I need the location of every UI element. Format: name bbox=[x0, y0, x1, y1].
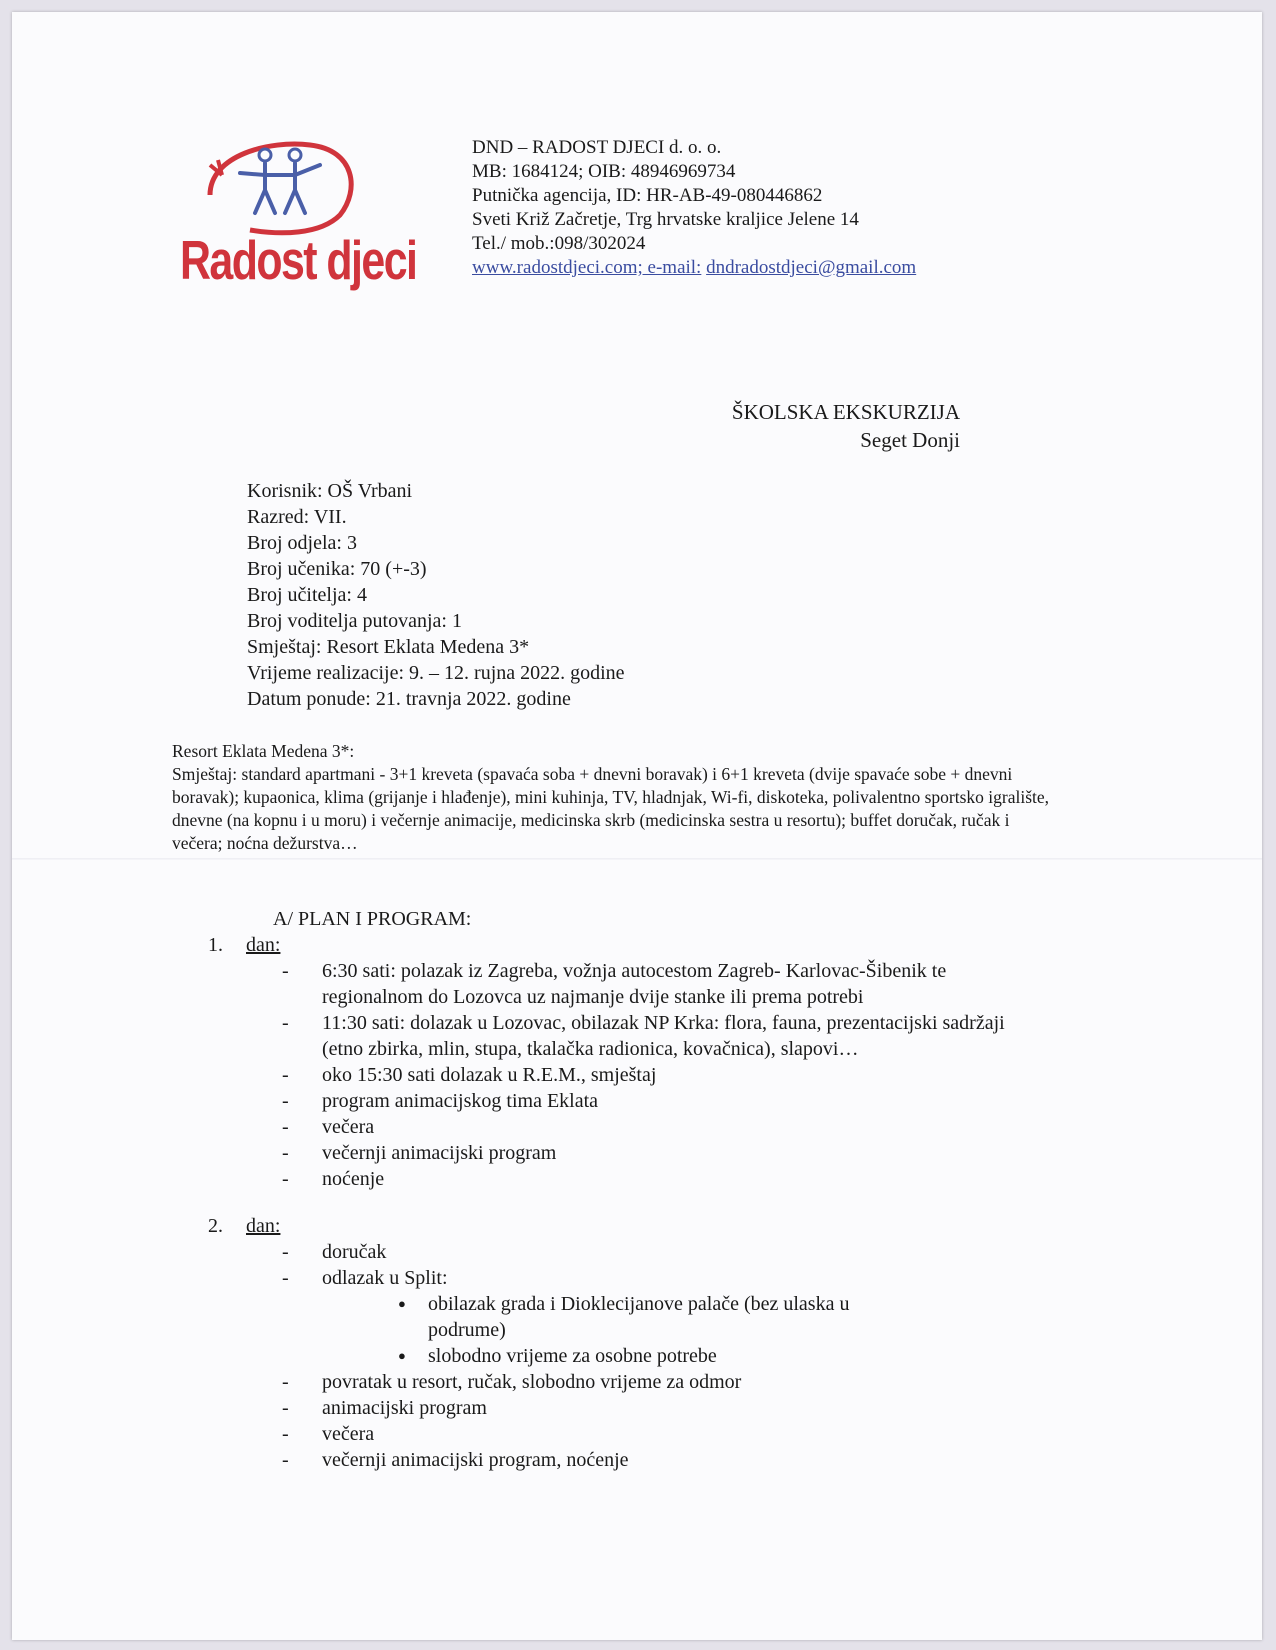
info-line: Broj odjela: 3 bbox=[247, 532, 357, 554]
company-contact-line bbox=[472, 256, 916, 280]
info-line: Broj učitelja: 4 bbox=[247, 584, 367, 606]
plan-heading: A/ PLAN I PROGRAM: bbox=[273, 908, 472, 930]
day-2-list bbox=[280, 1239, 1040, 1473]
logo-wordmark: Radost djeci bbox=[180, 229, 417, 291]
resort-description bbox=[172, 740, 1052, 855]
day-1-label: 1. dan: bbox=[208, 934, 281, 956]
info-line: Razred: VII. bbox=[247, 506, 347, 528]
resort-heading: Resort Eklata Medena 3*: bbox=[172, 741, 355, 761]
document-title-block bbox=[732, 398, 960, 454]
split-sub-list bbox=[390, 1291, 910, 1369]
list-item: - program animacijskog tima Eklata bbox=[280, 1088, 1040, 1114]
list-item: - 6:30 sati: polazak iz Zagreba, vožnja autocestom Zagreb- Karlovac-Šibenik te regionalnom do Lozovca uz najmanje dvije stanke ili prema potrebi bbox=[280, 958, 1040, 1010]
info-line: Datum ponude: 21. travnja 2022. godine bbox=[247, 688, 571, 710]
list-item: - noćenje bbox=[280, 1166, 1040, 1192]
info-line: Smještaj: Resort Eklata Medena 3* bbox=[247, 636, 530, 658]
sub-list-item: ● slobodno vrijeme za osobne potrebe bbox=[390, 1343, 910, 1369]
document-title: ŠKOLSKA EKSKURZIJA bbox=[731, 400, 960, 424]
sub-list-container bbox=[280, 1291, 1040, 1369]
resort-text: Smještaj: standard apartmani - 3+1 kreveta (spavaća soba + dnevni boravak) i 6+1 kreveta (dvije spavaće sobe + dnevni boravak); kupaonica, klima (grijanje i hlađenje), mini kuhinja, TV, hladnjak, Wi-fi, diskoteka, polivalentno sportsko igralište, dnevne (na kopnu i u moru) i večernje animacije, medicinska skrb (medicinska sestra u resortu); buffet doručak, ručak i večera; noćna dežurstva… bbox=[172, 764, 1050, 853]
company-address: Sveti Križ Začretje, Trg hrvatske kraljice Jelene 14 bbox=[472, 209, 859, 230]
list-item: - oko 15:30 sati dolazak u R.E.M., smještaj bbox=[280, 1062, 1040, 1088]
list-item: - 11:30 sati: dolazak u Lozovac, obilazak NP Krka: flora, fauna, prezentacijski sadržaji (etno zbirka, mlin, stupa, tkalačka radionica, kovačnica), slapovi… bbox=[280, 1010, 1040, 1062]
company-phone: Tel./ mob.:098/302024 bbox=[472, 233, 646, 254]
info-line: Korisnik: OŠ Vrbani bbox=[247, 480, 413, 502]
list-item: - večera bbox=[280, 1114, 1040, 1140]
list-item: - odlazak u Split: bbox=[280, 1265, 1040, 1291]
day-2-label: 2. dan: bbox=[208, 1215, 281, 1237]
trip-info bbox=[247, 478, 625, 712]
company-registration: MB: 1684124; OIB: 48946969734 bbox=[472, 161, 736, 182]
company-name: DND – RADOST DJECI d. o. o. bbox=[472, 137, 722, 158]
destination: Seget Donji bbox=[860, 428, 960, 452]
company-details bbox=[472, 136, 916, 280]
info-line: Broj učenika: 70 (+-3) bbox=[247, 558, 427, 580]
agency-id: Putnička agencija, ID: HR-AB-49-080446862 bbox=[472, 185, 823, 206]
email-link[interactable]: dndradostdjeci@gmail.com bbox=[706, 257, 917, 278]
list-item: - večernji animacijski program bbox=[280, 1140, 1040, 1166]
list-item: - večera bbox=[280, 1421, 1040, 1447]
info-line: Vrijeme realizacije: 9. – 12. rujna 2022. godine bbox=[247, 662, 625, 684]
sub-list-item: ● obilazak grada i Dioklecijanove palače (bez ulaska u podrume) bbox=[390, 1291, 910, 1343]
website-link[interactable]: www.radostdjeci.com; e-mail: bbox=[472, 257, 702, 278]
page-fold-line bbox=[12, 858, 1262, 860]
day-1-list bbox=[280, 958, 1040, 1192]
list-item: - animacijski program bbox=[280, 1395, 1040, 1421]
list-item: - doručak bbox=[280, 1239, 1040, 1265]
list-item: - večernji animacijski program, noćenje bbox=[280, 1447, 1040, 1473]
list-item: - povratak u resort, ručak, slobodno vrijeme za odmor bbox=[280, 1369, 1040, 1395]
info-line: Broj voditelja putovanja: 1 bbox=[247, 610, 462, 632]
